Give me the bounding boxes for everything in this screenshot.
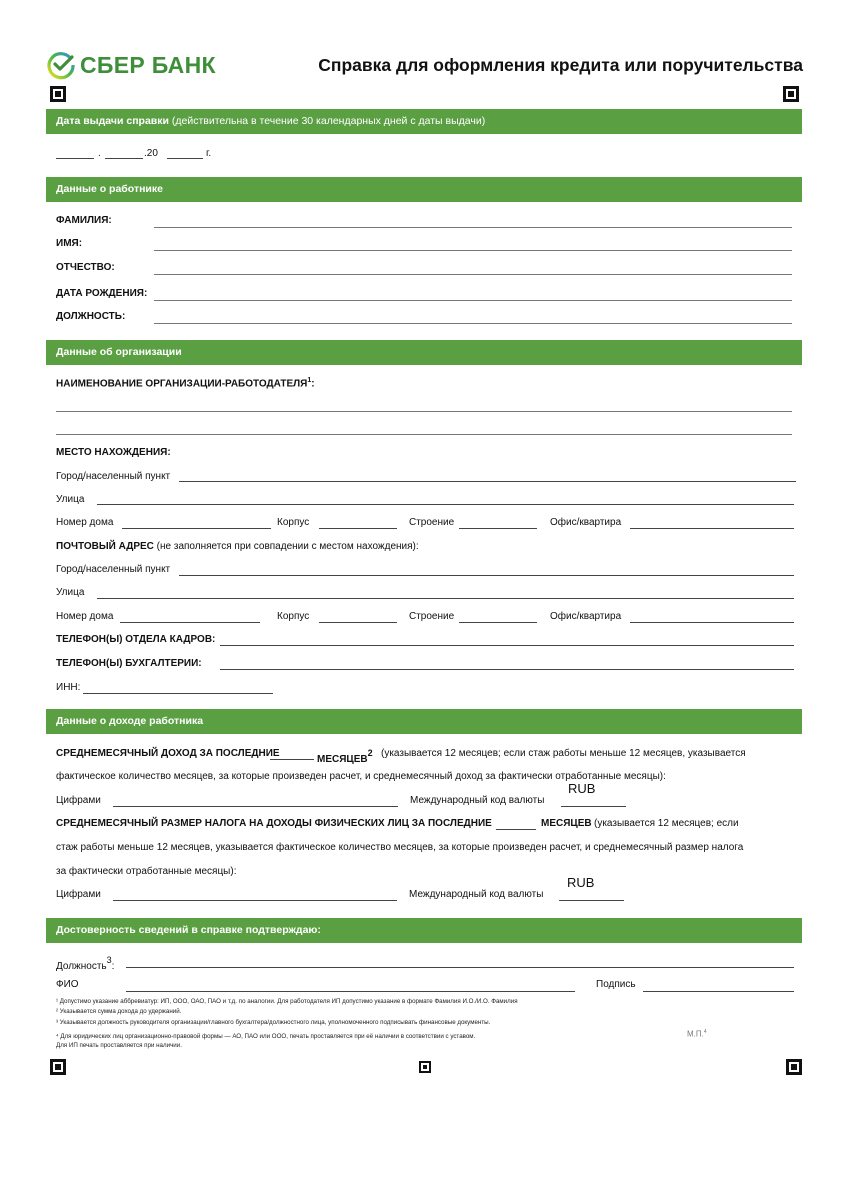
section-issue-date [46, 109, 802, 134]
footnote-ref: 3 [106, 955, 112, 965]
date-separator: . [98, 148, 101, 159]
months-text: МЕСЯЦЕВ [317, 754, 368, 765]
name-label: ИМЯ: [56, 238, 83, 249]
surname-field[interactable] [154, 227, 792, 228]
loc-office-label: Офис/квартира [550, 517, 622, 528]
tax-digits-label: Цифрами [56, 889, 101, 900]
section-confirmation [46, 918, 802, 943]
section-income [46, 709, 802, 734]
income-months-field[interactable] [270, 759, 314, 760]
day-field[interactable] [56, 158, 94, 159]
section-title: Данные об организации [56, 346, 182, 358]
registration-mark-icon [50, 1059, 66, 1075]
section-title: Данные о работнике [56, 183, 163, 195]
tax-note-1: (указывается 12 месяцев; если [594, 818, 739, 829]
signer-fio-label: ФИО [56, 979, 79, 990]
position-text: Должность [56, 961, 107, 972]
footnote-ref: 1 [307, 377, 312, 384]
footnote-4-cont: Для ИП печать проставляется при наличии. [56, 1042, 182, 1049]
post-building-label: Корпус [277, 611, 310, 622]
income-currency-value: RUB [568, 781, 596, 796]
section-title: Дата выдачи справки [56, 115, 169, 127]
post-house-label: Номер дома [56, 611, 114, 622]
position-label: ДОЛЖНОСТЬ: [56, 311, 126, 322]
section-organization [46, 340, 802, 365]
signer-fio-field[interactable] [126, 991, 575, 992]
year-field[interactable] [167, 158, 203, 159]
income-digits-label: Цифрами [56, 795, 101, 806]
tax-currency-value: RUB [567, 875, 595, 890]
post-structure-label: Строение [409, 611, 455, 622]
registration-mark-icon [50, 86, 66, 102]
post-building-field[interactable] [319, 622, 397, 623]
signature-label: Подпись [596, 979, 636, 990]
sber-check-icon [46, 50, 76, 80]
inn-field[interactable] [83, 693, 273, 694]
footnote-2: ² Указывается сумма дохода до удержаний. [56, 1008, 182, 1015]
brand-name: СБЕР БАНК [80, 51, 216, 78]
org-name-text: НАИМЕНОВАНИЕ ОРГАНИЗАЦИИ-РАБОТОДАТЕЛЯ [56, 378, 308, 390]
tax-label: СРЕДНЕМЕСЯЧНЫЙ РАЗМЕР НАЛОГА НА ДОХОДЫ ФИЗИЧЕСКИХ ЛИЦ ЗА ПОСЛЕДНИЕ [56, 818, 492, 829]
loc-street-field[interactable] [97, 504, 794, 505]
position-field[interactable] [154, 323, 792, 324]
location-label: МЕСТО НАХОЖДЕНИЯ: [56, 447, 171, 458]
footnote-1: ¹ Допустимо указание аббревиатур: ИП, ООО, ОАО, ПАО и т.д. по аналогии. Для работодателя ИП допустимо указание в формате Фамилия И.О./И.О. Фамилия [56, 998, 518, 1005]
section-note: (действительна в течение 30 календарных дней с даты выдачи) [171, 115, 486, 127]
post-office-field[interactable] [630, 622, 794, 623]
section-title: Данные о доходе работника [56, 715, 204, 727]
birthdate-field[interactable] [154, 300, 792, 301]
post-house-field[interactable] [120, 622, 260, 623]
loc-building-field[interactable] [319, 528, 397, 529]
section-employee [46, 177, 802, 202]
tax-currency-field[interactable] [559, 900, 624, 901]
postal-label [56, 541, 419, 552]
page-title: Справка для оформления кредита или поручительства [318, 55, 803, 75]
post-city-field[interactable] [179, 575, 794, 576]
registration-mark-icon [786, 1059, 802, 1075]
loc-street-label: Улица [56, 494, 85, 505]
colon: : [311, 378, 315, 390]
year-prefix: .20 [144, 148, 158, 159]
income-note-1: (указывается 12 месяцев; если стаж работы меньше 12 месяцев, указывается [381, 748, 746, 759]
loc-city-field[interactable] [179, 481, 796, 482]
acc-phone-label: ТЕЛЕФОН(Ы) БУХГАЛТЕРИИ: [56, 658, 202, 669]
sber-logo [46, 50, 216, 80]
section-title: Достоверность сведений в справке подтверждаю: [56, 924, 321, 936]
loc-office-field[interactable] [630, 528, 794, 529]
loc-city-label: Город/населенный пункт [56, 471, 171, 482]
loc-house-label: Номер дома [56, 517, 114, 528]
loc-structure-field[interactable] [459, 528, 537, 529]
signature-field[interactable] [643, 991, 794, 992]
footnote-ref: 4 [703, 1029, 707, 1035]
income-digits-field[interactable] [113, 806, 398, 807]
colon: : [111, 961, 115, 972]
post-office-label: Офис/квартира [550, 611, 622, 622]
postal-note: (не заполняется при совпадении с местом нахождения): [156, 541, 419, 552]
loc-house-field[interactable] [122, 528, 271, 529]
signer-position-field[interactable] [126, 967, 794, 968]
birthdate-label: ДАТА РОЖДЕНИЯ: [56, 288, 148, 299]
signer-position-label [56, 955, 114, 972]
year-suffix: г. [206, 148, 212, 159]
post-street-field[interactable] [97, 598, 794, 599]
footnote-ref: 2 [367, 748, 373, 758]
post-street-label: Улица [56, 587, 85, 598]
income-currency-label: Международный код валюты [410, 795, 545, 806]
stamp-text: М.П. [687, 1029, 704, 1039]
hr-phone-label: ТЕЛЕФОН(Ы) ОТДЕЛА КАДРОВ: [56, 634, 216, 645]
months-label [317, 748, 373, 765]
post-city-label: Город/населенный пункт [56, 564, 171, 575]
registration-mark-icon [419, 1061, 431, 1073]
footnote-4: ⁴ Для юридических лиц организационно-правовой формы — АО, ПАО или ООО, печать проставляется при её наличии в соответствии с уставом. [56, 1033, 476, 1040]
org-name-field-2[interactable] [56, 434, 792, 435]
month-field[interactable] [105, 158, 143, 159]
tax-currency-label: Международный код валюты [409, 889, 544, 900]
loc-building-label: Корпус [277, 517, 310, 528]
name-field[interactable] [154, 250, 792, 251]
tax-months-field[interactable] [496, 829, 536, 830]
acc-phone-field[interactable] [220, 669, 794, 670]
stamp-place [687, 1029, 707, 1039]
patronymic-label: ОТЧЕСТВО: [56, 262, 115, 273]
income-currency-field[interactable] [561, 806, 626, 807]
org-name-field-1[interactable] [56, 411, 792, 412]
postal-title: ПОЧТОВЫЙ АДРЕС [56, 541, 154, 552]
tax-note-2: стаж работы меньше 12 месяцев, указывается фактическое количество месяцев, за которые произведен расчет, и среднемесячный размер налога [56, 842, 744, 853]
avg-income-label: СРЕДНЕМЕСЯЧНЫЙ ДОХОД ЗА ПОСЛЕДНИЕ [56, 748, 280, 759]
registration-mark-icon [783, 86, 799, 102]
surname-label: ФАМИЛИЯ: [56, 215, 112, 226]
org-name-label [56, 377, 315, 389]
loc-structure-label: Строение [409, 517, 455, 528]
post-structure-field[interactable] [459, 622, 537, 623]
income-note-2: фактическое количество месяцев, за которые произведен расчет, и среднемесячный доход за фактически отработанные месяцы): [56, 771, 666, 782]
tax-digits-field[interactable] [113, 900, 397, 901]
hr-phone-field[interactable] [220, 645, 794, 646]
inn-label: ИНН: [56, 682, 81, 693]
patronymic-field[interactable] [154, 274, 792, 275]
tax-months-label: МЕСЯЦЕВ [541, 818, 592, 829]
footnote-3: ³ Указывается должность руководителя организации/главного бухгалтера/должностного лица, уполномоченного подписывать финансовые документы. [56, 1019, 491, 1026]
tax-note-3: за фактически отработанные месяцы): [56, 866, 237, 877]
